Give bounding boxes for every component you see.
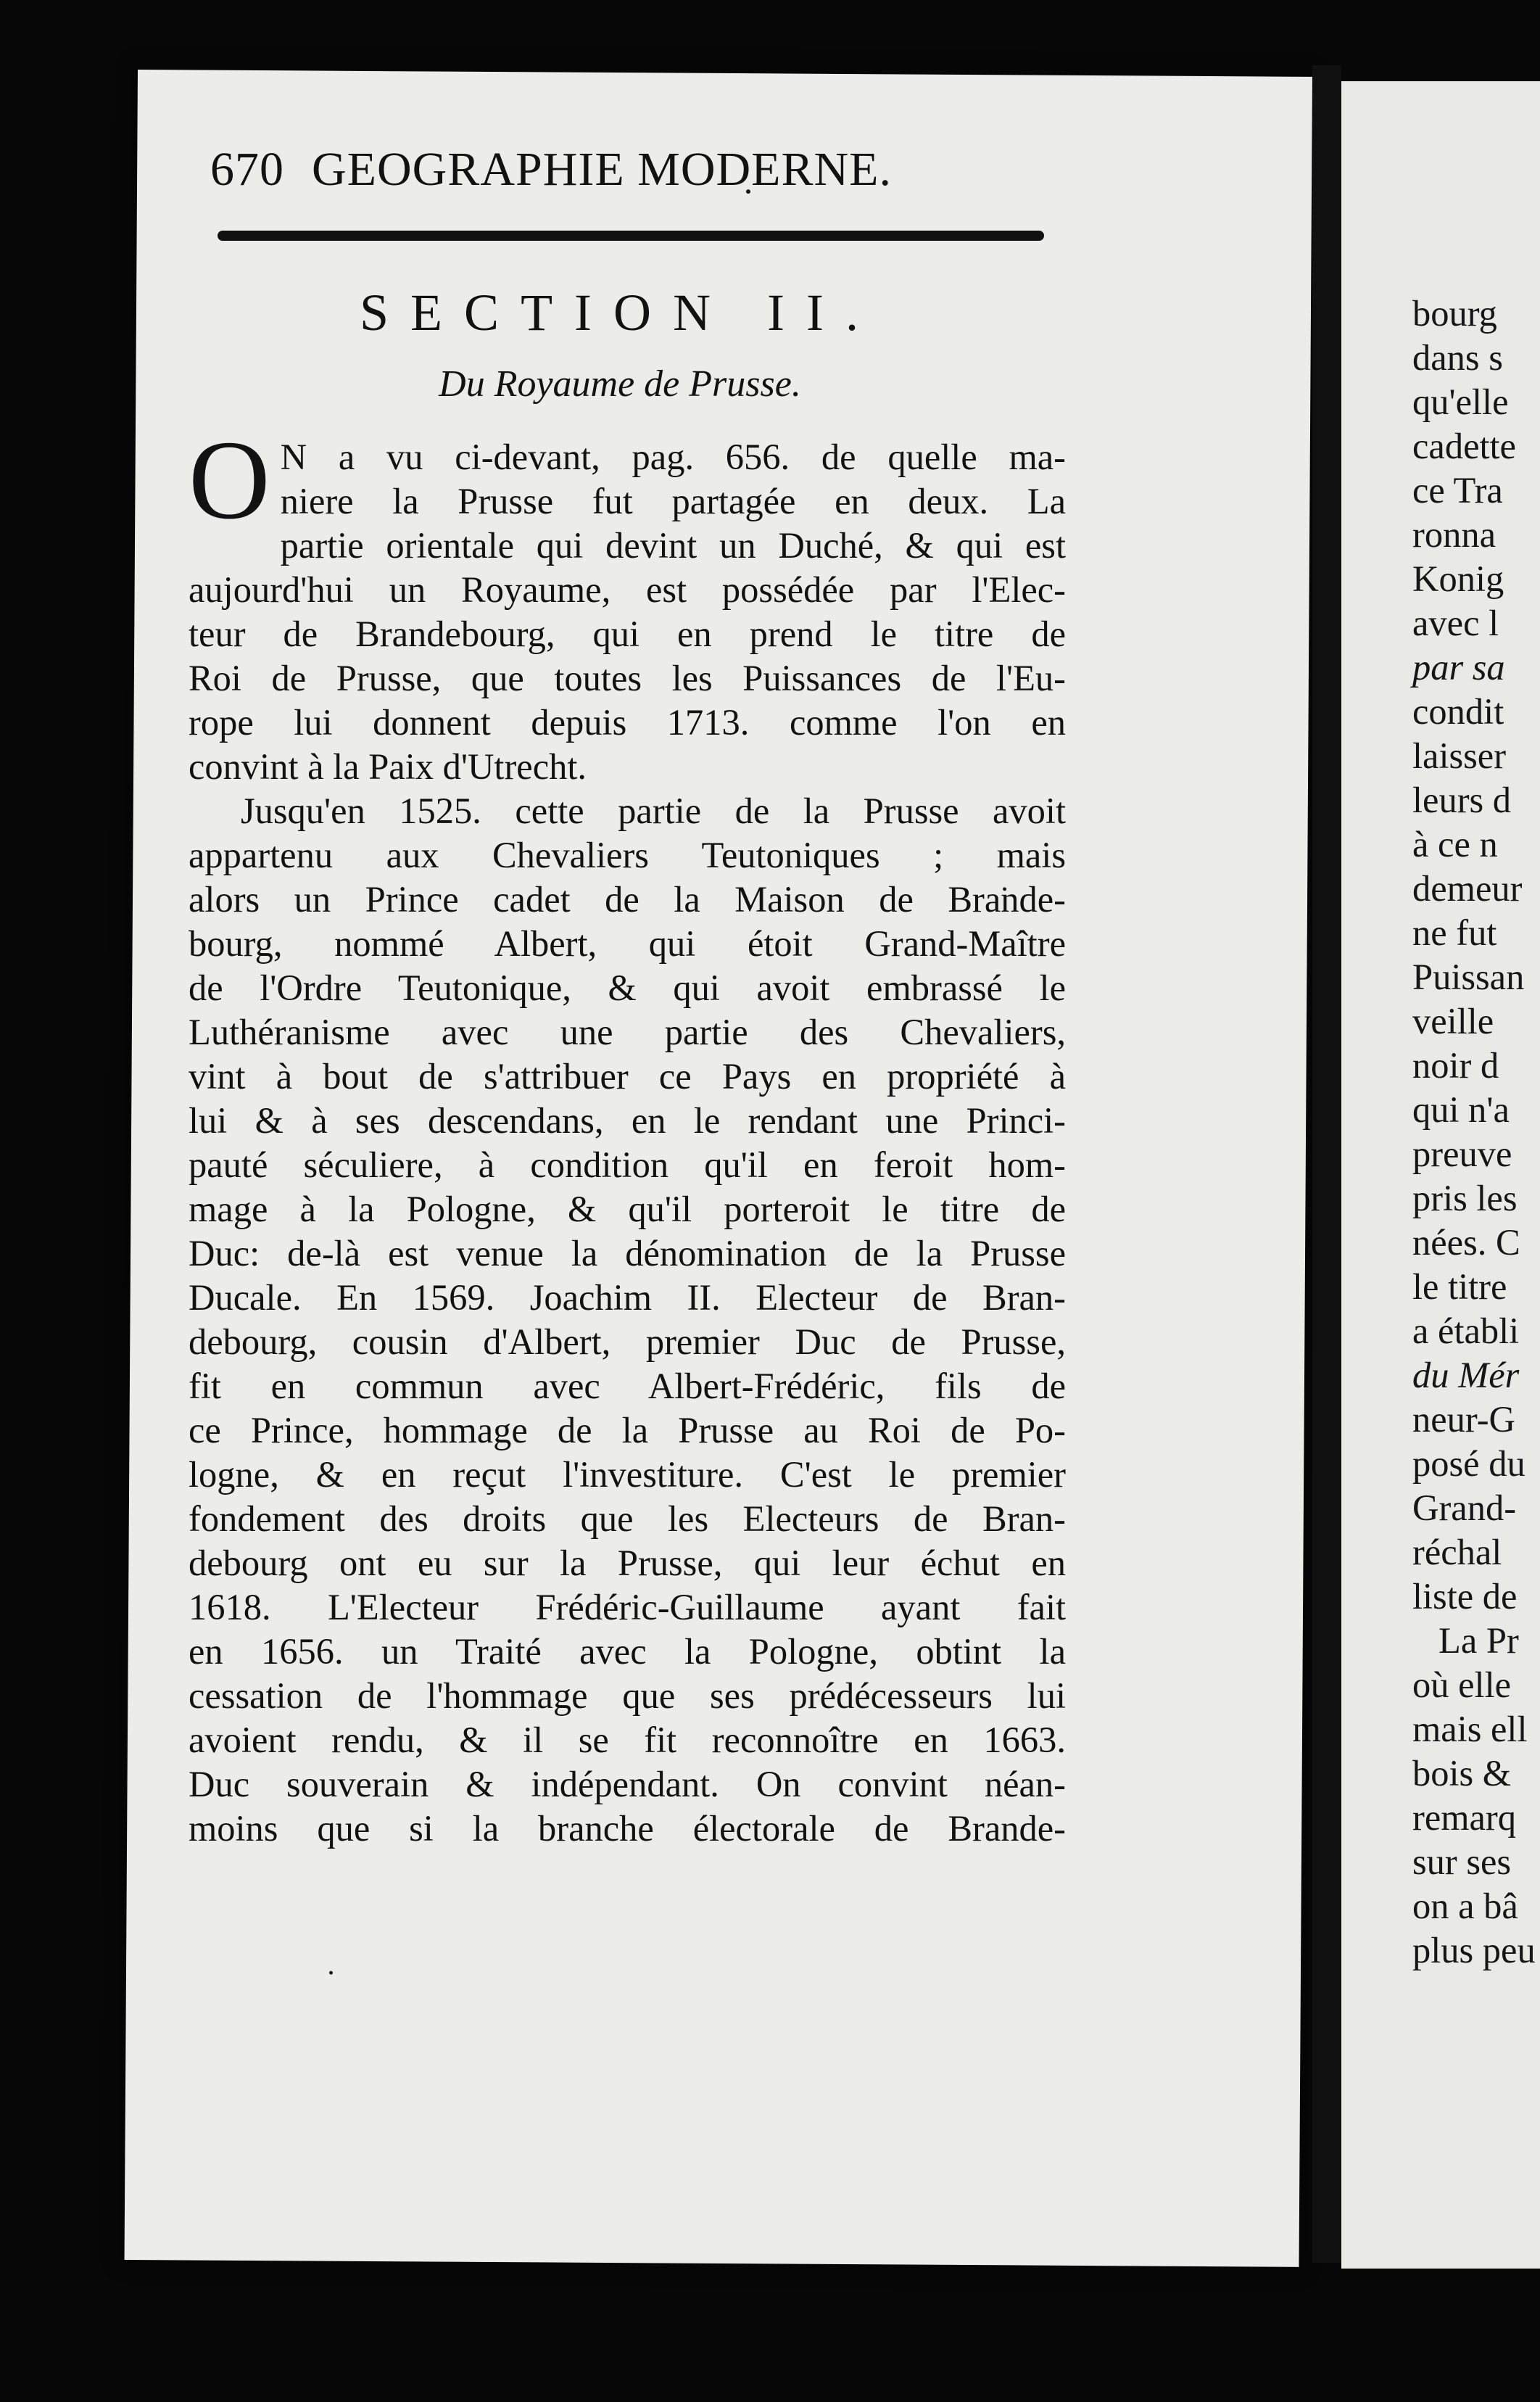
header-rule	[218, 231, 1044, 241]
text-line: avoient rendu, & il se fit reconnoître en 1663.	[189, 1720, 1066, 1760]
text-line: dans s	[1412, 337, 1503, 378]
text-line: leurs d	[1412, 780, 1512, 820]
text-line: alors un Prince cadet de la Maison de Brande-	[189, 879, 1066, 920]
text-line: sur ses	[1412, 1841, 1512, 1882]
text-line: debourg ont eu sur la Prusse, qui leur échut en	[189, 1543, 1066, 1583]
text-line: de l'Ordre Teutonique, & qui avoit embrassé le	[189, 967, 1066, 1008]
text-line: bourg, nommé Albert, qui étoit Grand-Maître	[189, 923, 1066, 964]
text-line: veille	[1412, 1001, 1494, 1041]
text-line: 1618. L'Electeur Frédéric-Guillaume ayant fait	[189, 1587, 1066, 1627]
text-line: condit	[1412, 691, 1504, 732]
text-line: Puissan	[1412, 957, 1525, 997]
text-line: preuve	[1412, 1134, 1512, 1174]
text-line: du Mér	[1412, 1355, 1520, 1395]
text-line: cessation de l'hommage que ses prédécesseurs lui	[189, 1675, 1066, 1716]
text-line: réchal	[1412, 1532, 1502, 1572]
text-line: en 1656. un Traité avec la Pologne, obtint la	[189, 1631, 1066, 1672]
text-line: remarq	[1412, 1797, 1516, 1838]
body-text	[189, 417, 1066, 1851]
ink-speck	[329, 1971, 333, 1975]
text-line: La Pr	[1438, 1620, 1519, 1661]
text-line: aujourd'hui un Royaume, est possédée par l'Elec-	[189, 569, 1066, 610]
text-line: nées. C	[1412, 1222, 1520, 1263]
text-line: posé du	[1412, 1443, 1525, 1484]
text-line: neur-G	[1412, 1399, 1516, 1440]
text-line: bois &	[1412, 1753, 1512, 1794]
text-line: qu'elle	[1412, 381, 1509, 422]
text-line: Roi de Prusse, que toutes les Puissances de l'Eu-	[189, 658, 1066, 698]
text-line: mage à la Pologne, & qu'il porteroit le titre de	[189, 1189, 1066, 1229]
text-line: on a bâ	[1412, 1886, 1518, 1926]
text-line: rope lui donnent depuis 1713. comme l'on en	[189, 702, 1066, 743]
text-line: par sa	[1412, 647, 1505, 688]
text-line: cadette	[1412, 426, 1516, 466]
text-line: appartenu aux Chevaliers Teutoniques ; mais	[189, 835, 1066, 875]
text-line: N a vu ci-devant, pag. 656. de quelle ma-	[280, 437, 1066, 477]
text-line: qui n'a	[1412, 1089, 1510, 1130]
text-line: Konig	[1412, 558, 1504, 599]
text-line: bourg	[1412, 293, 1497, 334]
text-line: liste de	[1412, 1576, 1518, 1617]
text-line: fit en commun avec Albert-Frédéric, fils de	[189, 1366, 1066, 1406]
text-line: demeur	[1412, 868, 1523, 909]
text-line: Grand-	[1412, 1487, 1517, 1528]
text-line: debourg, cousin d'Albert, premier Duc de Prusse,	[189, 1321, 1066, 1362]
text-line: Duc souverain & indépendant. On convint néan-	[189, 1764, 1066, 1804]
text-line: noir d	[1412, 1045, 1499, 1086]
book-gutter	[1312, 65, 1341, 2263]
running-title: GEOGRAPHIE MODERNE.	[312, 143, 892, 196]
text-line: ce Tra	[1412, 470, 1503, 511]
text-line: laisser	[1412, 735, 1507, 776]
page-number: 670	[210, 143, 284, 196]
text-line: teur de Brandebourg, qui en prend le titre de	[189, 614, 1066, 654]
text-line: avec l	[1412, 603, 1499, 643]
text-line: Luthéranisme avec une partie des Chevaliers,	[189, 1012, 1066, 1052]
text-line: Jusqu'en 1525. cette partie de la Prusse avoit	[241, 791, 1066, 831]
text-line: Ducale. En 1569. Joachim II. Electeur de Bran-	[189, 1277, 1066, 1318]
text-line: ce Prince, hommage de la Prusse au Roi de Po-	[189, 1410, 1066, 1450]
text-line: pris les	[1412, 1178, 1518, 1218]
text-line: logne, & en reçut l'investiture. C'est le premier	[189, 1454, 1066, 1495]
section-subtitle: Du Royaume de Prusse.	[439, 363, 801, 405]
text-line: lui & à ses descendans, en le rendant une Princi-	[189, 1100, 1066, 1141]
text-line: pauté séculiere, à condition qu'il en feroit hom-	[189, 1144, 1066, 1185]
text-line: Duc: de-là est venue la dénomination de la Prusse	[189, 1233, 1066, 1274]
text-line: vint à bout de s'attribuer ce Pays en propriété à	[189, 1056, 1066, 1097]
text-line: ne fut	[1412, 912, 1497, 953]
text-line: fondement des droits que les Electeurs de Bran-	[189, 1498, 1066, 1539]
drop-cap: O	[189, 417, 270, 542]
text-line: à ce n	[1412, 824, 1498, 864]
text-line: ronna	[1412, 514, 1496, 555]
text-line: convint à la Paix d'Utrecht.	[189, 746, 587, 787]
text-line: partie orientale qui devint un Duché, & qui est	[280, 525, 1066, 566]
text-line: a établi	[1412, 1311, 1520, 1351]
right-page-text	[1412, 292, 1536, 1973]
text-line: plus peu	[1412, 1930, 1536, 1970]
text-line: le titre	[1412, 1266, 1507, 1307]
text-line: niere la Prusse fut partagée en deux. La	[280, 481, 1066, 521]
text-line: mais ell	[1412, 1709, 1528, 1749]
text-line: où elle	[1412, 1664, 1512, 1705]
text-line: moins que si la branche électorale de Brande-	[189, 1808, 1066, 1849]
running-head	[210, 142, 892, 197]
section-title: SECTION II.	[360, 284, 880, 342]
